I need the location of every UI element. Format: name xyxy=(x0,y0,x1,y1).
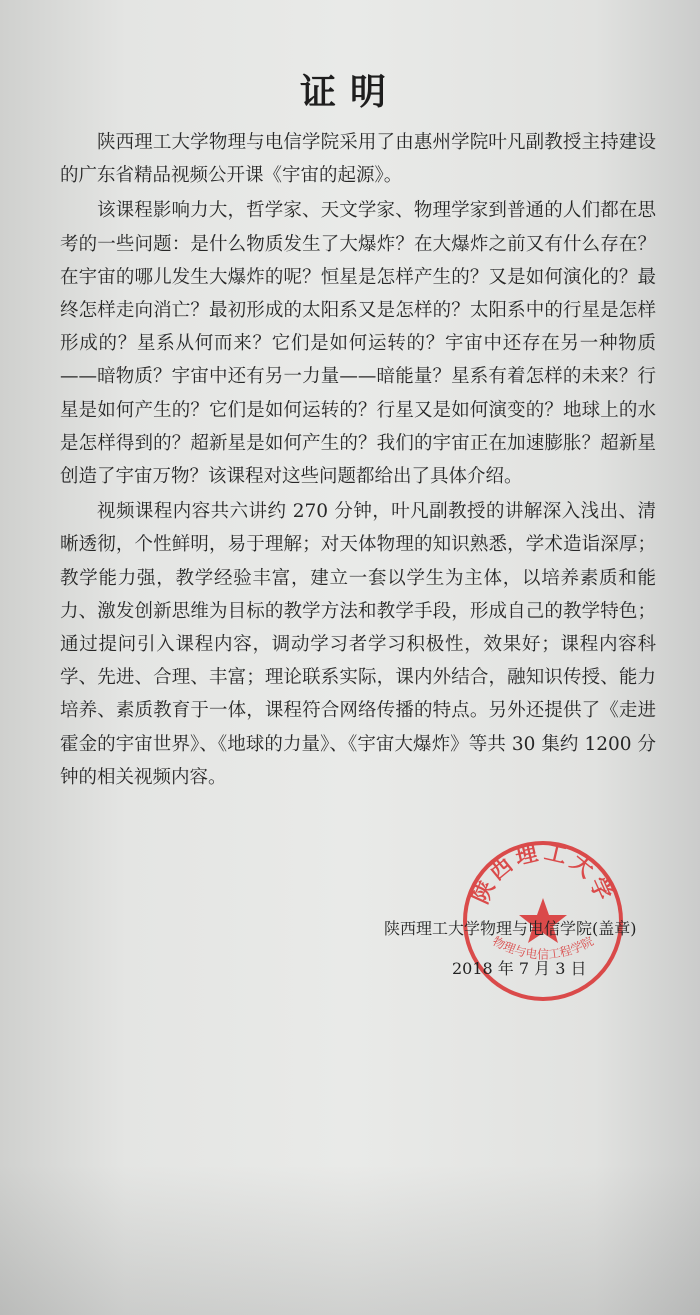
date-line: 2018 年 7 月 3 日 xyxy=(452,959,587,978)
seal-subtext: 物理与电信工程学院 xyxy=(490,933,596,962)
seal-text: 陕西理工大学 xyxy=(467,839,619,908)
page-shadow xyxy=(0,1165,700,1315)
document-body xyxy=(60,126,656,794)
paragraph-2: 该课程影响力大，哲学家、天文学家、物理学家到普通的人们都在思考的一些问题：是什么物质发生了大爆炸？在大爆炸之前又有什么存在？在宇宙的哪儿发生大爆炸的呢？恒星是怎样产生的？又是如何演化的？最终怎样走向消亡？最初形成的太阳系又是怎样的？太阳系中的行星是怎样形成的？星系从何而来？它们是如何运转的？宇宙中还存在另一种物质——暗物质？宇宙中还有另一力量——暗能量？星系有着怎样的未来？行星是如何产生的？它们是如何运转的？行星又是如何演变的？地球上的水是怎样得到的？超新星是如何产生的？我们的宇宙正在加速膨胀？超新星创造了宇宙万物？该课程对这些问题都给出了具体介绍。 xyxy=(60,200,656,488)
paragraph-1: 陕西理工大学物理与电信学院采用了由惠州学院叶凡副教授主持建设的广东省精品视频公开课《宇宙的起源》。 xyxy=(60,132,656,187)
paragraph-3: 视频课程内容共六讲约 270 分钟，叶凡副教授的讲解深入浅出、清晰透彻，个性鲜明，易于理解；对天体物理的知识熟悉，学术造诣深厚；教学能力强，教学经验丰富，建立一套以学生为主体，以培养素质和能力、激发创新思维为目标的教学方法和教学手段，形成自己的教学特色；通过提问引入课程内容，调动学习者学习积极性，效果好；课程内容科学、先进、合理、丰富；理论联系实际，课内外结合，融知识传授、能力培养、素质教育于一体，课程符合网络传播的特点。另外还提供了《走进霍金的宇宙世界》、《地球的力量》、《宇宙大爆炸》等共 30 集约 1200 分钟的相关视频内容。 xyxy=(60,501,656,788)
signature-line: 陕西理工大学物理与电信学院(盖章) xyxy=(384,919,637,938)
document-title: 证明 xyxy=(299,71,400,113)
